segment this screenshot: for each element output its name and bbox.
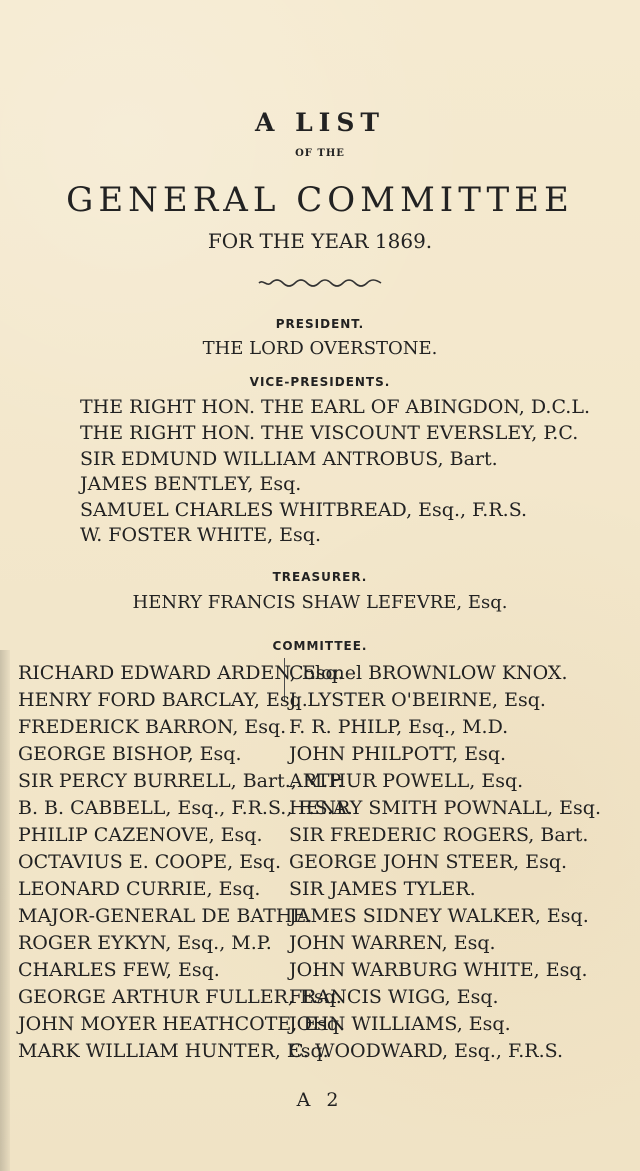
committee-right-4: JOHN PHILPOTT, Esq. [289, 743, 507, 765]
committee-right-1: Colonel BROWNLOW KNOX. [289, 662, 568, 684]
committee-right-6: HENRY SMITH POWNALL, Esq. [289, 797, 601, 819]
committee-left-6: B. B. CABBELL, Esq., F.R.S., F.S.A. [18, 797, 353, 819]
title-a-list: A LIST [254, 108, 386, 137]
committee-left-14: JOHN MOYER HEATHCOTE, Esq. [18, 1013, 346, 1035]
president-name: THE LORD OVERSTONE. [202, 338, 438, 359]
committee-right-3: F. R. PHILP, Esq., M.D. [289, 716, 509, 738]
committee-left-4: GEORGE BISHOP, Esq. [18, 743, 242, 765]
signature-mark: A 2 [296, 1089, 344, 1111]
vice-president-1: THE RIGHT HON. THE EARL OF ABINGDON, D.C.L. [80, 396, 591, 418]
vice-president-6: W. FOSTER WHITE, Esq. [80, 524, 321, 546]
committee-right-7: SIR FREDERIC ROGERS, Bart. [289, 824, 589, 846]
committee-right-12: JOHN WARBURG WHITE, Esq. [289, 959, 588, 981]
committee-left-15: MARK WILLIAM HUNTER, Esq. [18, 1040, 329, 1062]
treasurer-label: TREASURER. [272, 570, 368, 584]
committee-left-5: SIR PERCY BURRELL, Bart., M.P. [18, 770, 344, 792]
committee-left-8: OCTAVIUS E. COOPE, Esq. [18, 851, 282, 873]
vice-president-3: SIR EDMUND WILLIAM ANTROBUS, Bart. [80, 448, 498, 470]
committee-left-13: GEORGE ARTHUR FULLER, Esq. [18, 986, 342, 1008]
committee-right-15: C. WOODWARD, Esq., F.R.S. [289, 1040, 563, 1062]
committee-left-9: LEONARD CURRIE, Esq. [18, 878, 261, 900]
vice-presidents-label: VICE-PRESIDENTS. [249, 375, 391, 389]
committee-left-2: HENRY FORD BARCLAY, Esq. [18, 689, 308, 711]
president-label: PRESIDENT. [275, 317, 365, 331]
committee-left-7: PHILIP CAZENOVE, Esq. [18, 824, 263, 846]
committee-right-14: JOHN WILLIAMS, Esq. [289, 1013, 511, 1035]
title-for-year: FOR THE YEAR 1869. [207, 229, 433, 253]
committee-right-8: GEORGE JOHN STEER, Esq. [289, 851, 568, 873]
committee-left-12: CHARLES FEW, Esq. [18, 959, 220, 981]
committee-left-10: MAJOR-GENERAL DE BATHE. [18, 905, 313, 927]
committee-left-1: RICHARD EDWARD ARDEN, Esq. [18, 662, 344, 684]
treasurer-name: HENRY FRANCIS SHAW LEFEVRE, Esq. [132, 592, 508, 613]
ornament-wavy-rule [257, 277, 383, 289]
committee-right-13: FRANCIS WIGG, Esq. [289, 986, 499, 1008]
title-of-the: OF THE [295, 148, 345, 159]
vice-president-2: THE RIGHT HON. THE VISCOUNT EVERSLEY, P.C. [80, 422, 579, 444]
committee-right-5: ARTHUR POWELL, Esq. [289, 770, 524, 792]
title-general-committee: GENERAL COMMITTEE [66, 180, 574, 220]
committee-right-10: JAMES SIDNEY WALKER, Esq. [289, 905, 589, 927]
vice-president-4: JAMES BENTLEY, Esq. [80, 473, 302, 495]
committee-left-3: FREDERICK BARRON, Esq. [18, 716, 287, 738]
committee-right-11: JOHN WARREN, Esq. [289, 932, 496, 954]
vice-president-5: SAMUEL CHARLES WHITBREAD, Esq., F.R.S. [80, 499, 528, 521]
committee-right-2: J. LYSTER O'BEIRNE, Esq. [289, 689, 546, 711]
committee-left-11: ROGER EYKYN, Esq., M.P. [18, 932, 272, 954]
committee-label: COMMITTEE. [272, 639, 368, 653]
committee-right-9: SIR JAMES TYLER. [289, 878, 476, 900]
